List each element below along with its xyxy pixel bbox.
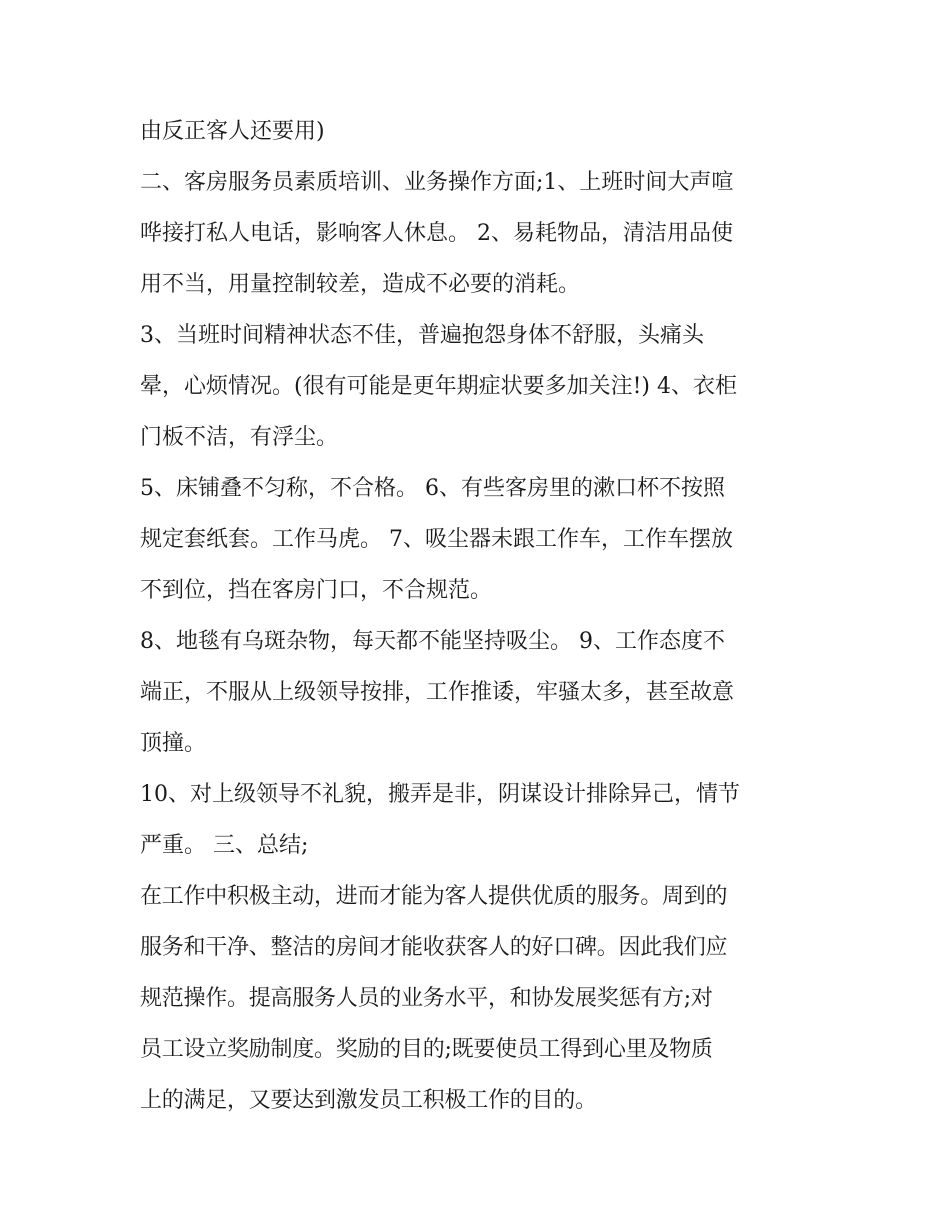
text-line: 规范操作。提高服务人员的业务水平，和协发展奖惩有方;对: [140, 986, 713, 1011]
text-line: 端正，不服从上级领导按排，工作推诿，牢骚太多，甚至故意: [140, 680, 735, 705]
text-line: 规定套纸套。工作马虎。 7、吸尘器未跟工作车，工作车摆放: [140, 527, 733, 552]
text-line: 哗接打私人电话，影响客人休息。 2、易耗物品，清洁用品使: [140, 221, 733, 246]
text-line: 5、床铺叠不匀称，不合格。 6、有些客房里的漱口杯不按照: [140, 476, 725, 501]
text-line: 顶撞。: [140, 731, 207, 756]
document-body: [140, 106, 820, 1126]
text-line: 不到位，挡在客房门口，不合规范。: [140, 578, 493, 603]
text-line: 严重。 三、总结;: [140, 833, 309, 858]
text-line: 由反正客人还要用): [140, 119, 325, 144]
text-line: 在工作中积极主动，进而才能为客人提供优质的服务。周到的: [140, 884, 728, 909]
text-line: 上的满足，又要达到激发员工积极工作的目的。: [140, 1088, 597, 1113]
text-line: 员工设立奖励制度。奖励的目的;既要使员工得到心里及物质: [140, 1037, 713, 1062]
text-line: 晕，心烦情况。(很有可能是更年期症状要多加关注!) 4、衣柜: [140, 374, 737, 399]
text-line: 3、当班时间精神状态不佳，普遍抱怨身体不舒服，头痛头: [140, 323, 704, 348]
text-line: 二、客房服务员素质培训、业务操作方面;1、上班时间大声喧: [140, 170, 734, 195]
text-line: 8、地毯有乌斑杂物，每天都不能坚持吸尘。 9、工作态度不: [140, 629, 725, 654]
text-line: 门板不洁，有浮尘。: [140, 425, 339, 450]
text-line: 10、对上级领导不礼貌，搬弄是非，阴谋设计排除异己，情节: [140, 782, 740, 807]
text-line: 服务和干净、整洁的房间才能收获客人的好口碑。因此我们应: [140, 935, 728, 960]
text-line: 用不当，用量控制较差，造成不必要的消耗。: [140, 272, 581, 297]
